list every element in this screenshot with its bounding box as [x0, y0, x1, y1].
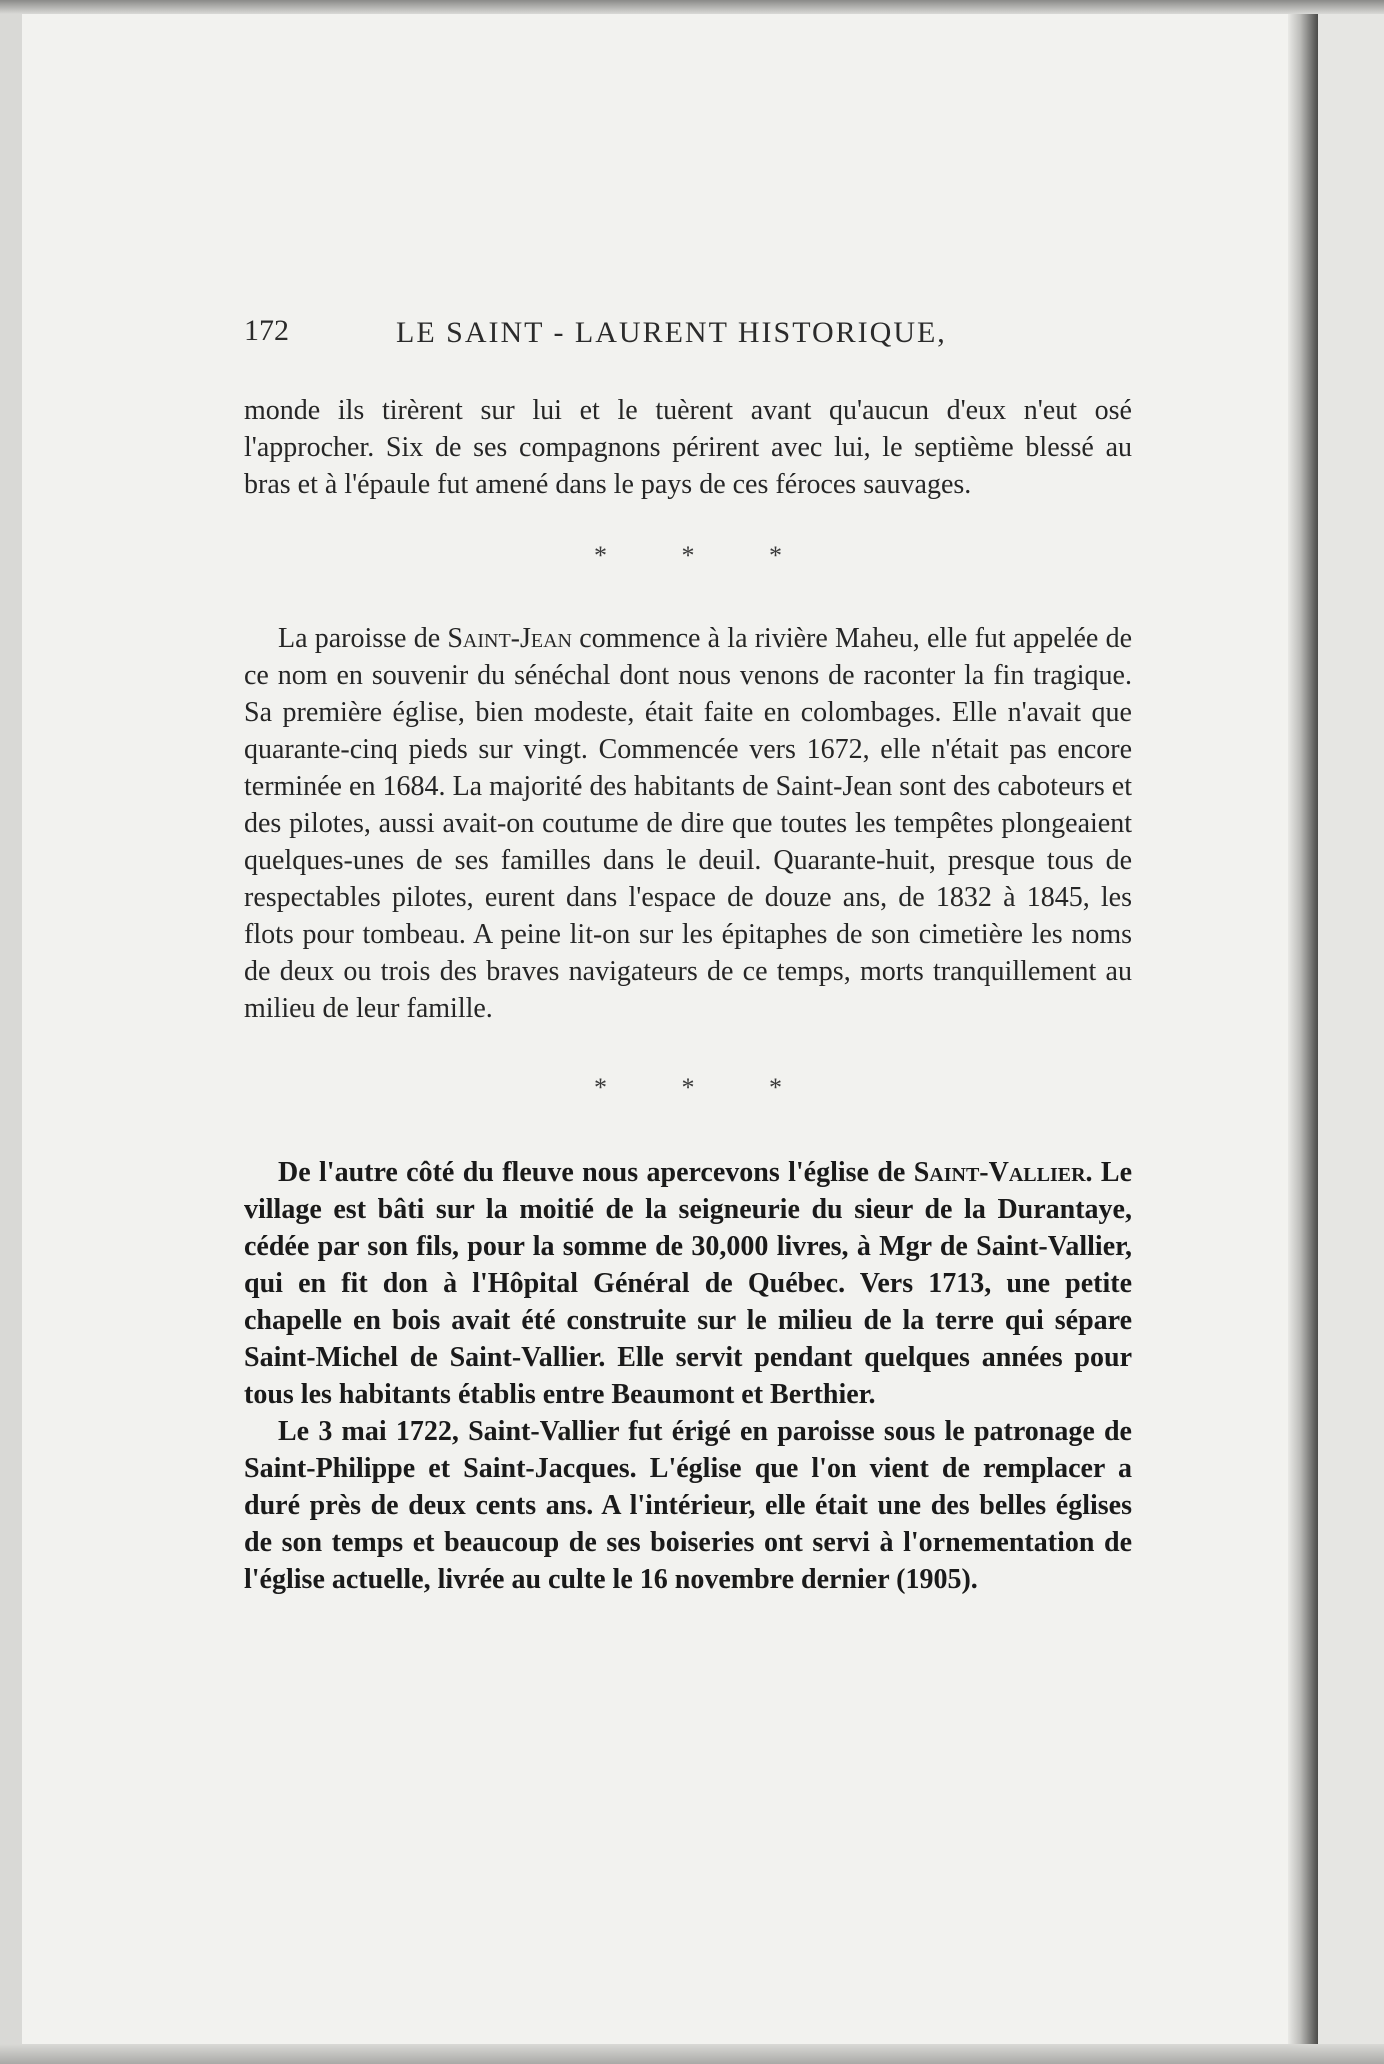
- book-spine-shadow: [1288, 14, 1318, 2050]
- saint-vallier-section: [244, 1154, 1132, 1598]
- page-header: [244, 308, 1134, 362]
- section-separator: * * *: [594, 541, 816, 570]
- paragraph-lead: De l'autre côté du fleuve nous apercevons l'église de: [278, 1157, 914, 1188]
- paragraph-saint-jean: [244, 620, 1132, 1027]
- page-number: 172: [244, 314, 289, 347]
- facing-page-edge: [1318, 14, 1384, 2050]
- section-separator: * * *: [594, 1073, 816, 1102]
- paragraph-saint-vallier: [244, 1154, 1132, 1413]
- paragraph-lead: La paroisse de: [278, 623, 448, 654]
- scan-top-edge: [0, 0, 1384, 14]
- paragraph-parish-1722: Le 3 mai 1722, Saint-Vallier fut érigé en paroisse sous le patronage de Saint-Philippe et Saint-Jacques. L'église que l'on vient de remplacer a duré près de deux cents ans. A l'intérieur, elle était une des belles églises de son temps et beaucoup de ses boiseries ont servi à l'ornementation de l'église actuelle, livrée au culte le 16 novembre dernier (1905).: [244, 1416, 1132, 1595]
- page-body: [244, 392, 1132, 1598]
- place-name-saint-jean: Saint-Jean: [447, 623, 572, 654]
- paragraph-body: commence à la rivière Maheu, elle fut appelée de ce nom en souvenir du sénéchal dont nous venons de raconter la fin tragique. Sa première église, bien modeste, était faite en colombages. Elle n'avait que quarante-cinq pieds sur vingt. Commencée vers 1672, elle n'était pas encore terminée en 1684. La majorité des habitants de Saint-Jean sont des caboteurs et des pilotes, aussi avait-on coutume de dire que toutes les tempêtes plongeaient quelques-unes de ses familles dans le deuil. Quarante-huit, presque tous de respectables pilotes, eurent dans l'espace de douze ans, de 1832 à 1845, les flots pour tombeau. A peine lit-on sur les épitaphes de son cimetière les noms de deux ou trois des braves navigateurs de ce temps, morts tranquillement au milieu de leur famille.: [244, 623, 1132, 1024]
- place-name-saint-vallier: Saint-Vallier: [913, 1157, 1086, 1188]
- paragraph-continued: monde ils tirèrent sur lui et le tuèrent avant qu'aucun d'eux n'eut osé l'approcher. Six de ses compagnons périrent avec lui, le septième blessé au bras et à l'épaule fut amené dans le pays de ces féroces sauvages.: [244, 395, 1132, 500]
- scan-bottom-edge: [0, 2044, 1384, 2064]
- running-title: LE SAINT - LAURENT HISTORIQUE,: [396, 316, 947, 349]
- paragraph-body: . Le village est bâti sur la moitié de la seigneurie du sieur de la Durantaye, cédée par son fils, pour la somme de 30,000 livres, à Mgr de Saint-Vallier, qui en fit don à l'Hôpital Général de Québec. Vers 1713, une petite chapelle en bois avait été construite sur le milieu de la terre qui sépare Saint-Michel de Saint-Vallier. Elle servit pendant quelques années pour tous les habitants établis entre Beaumont et Berthier.: [244, 1157, 1132, 1410]
